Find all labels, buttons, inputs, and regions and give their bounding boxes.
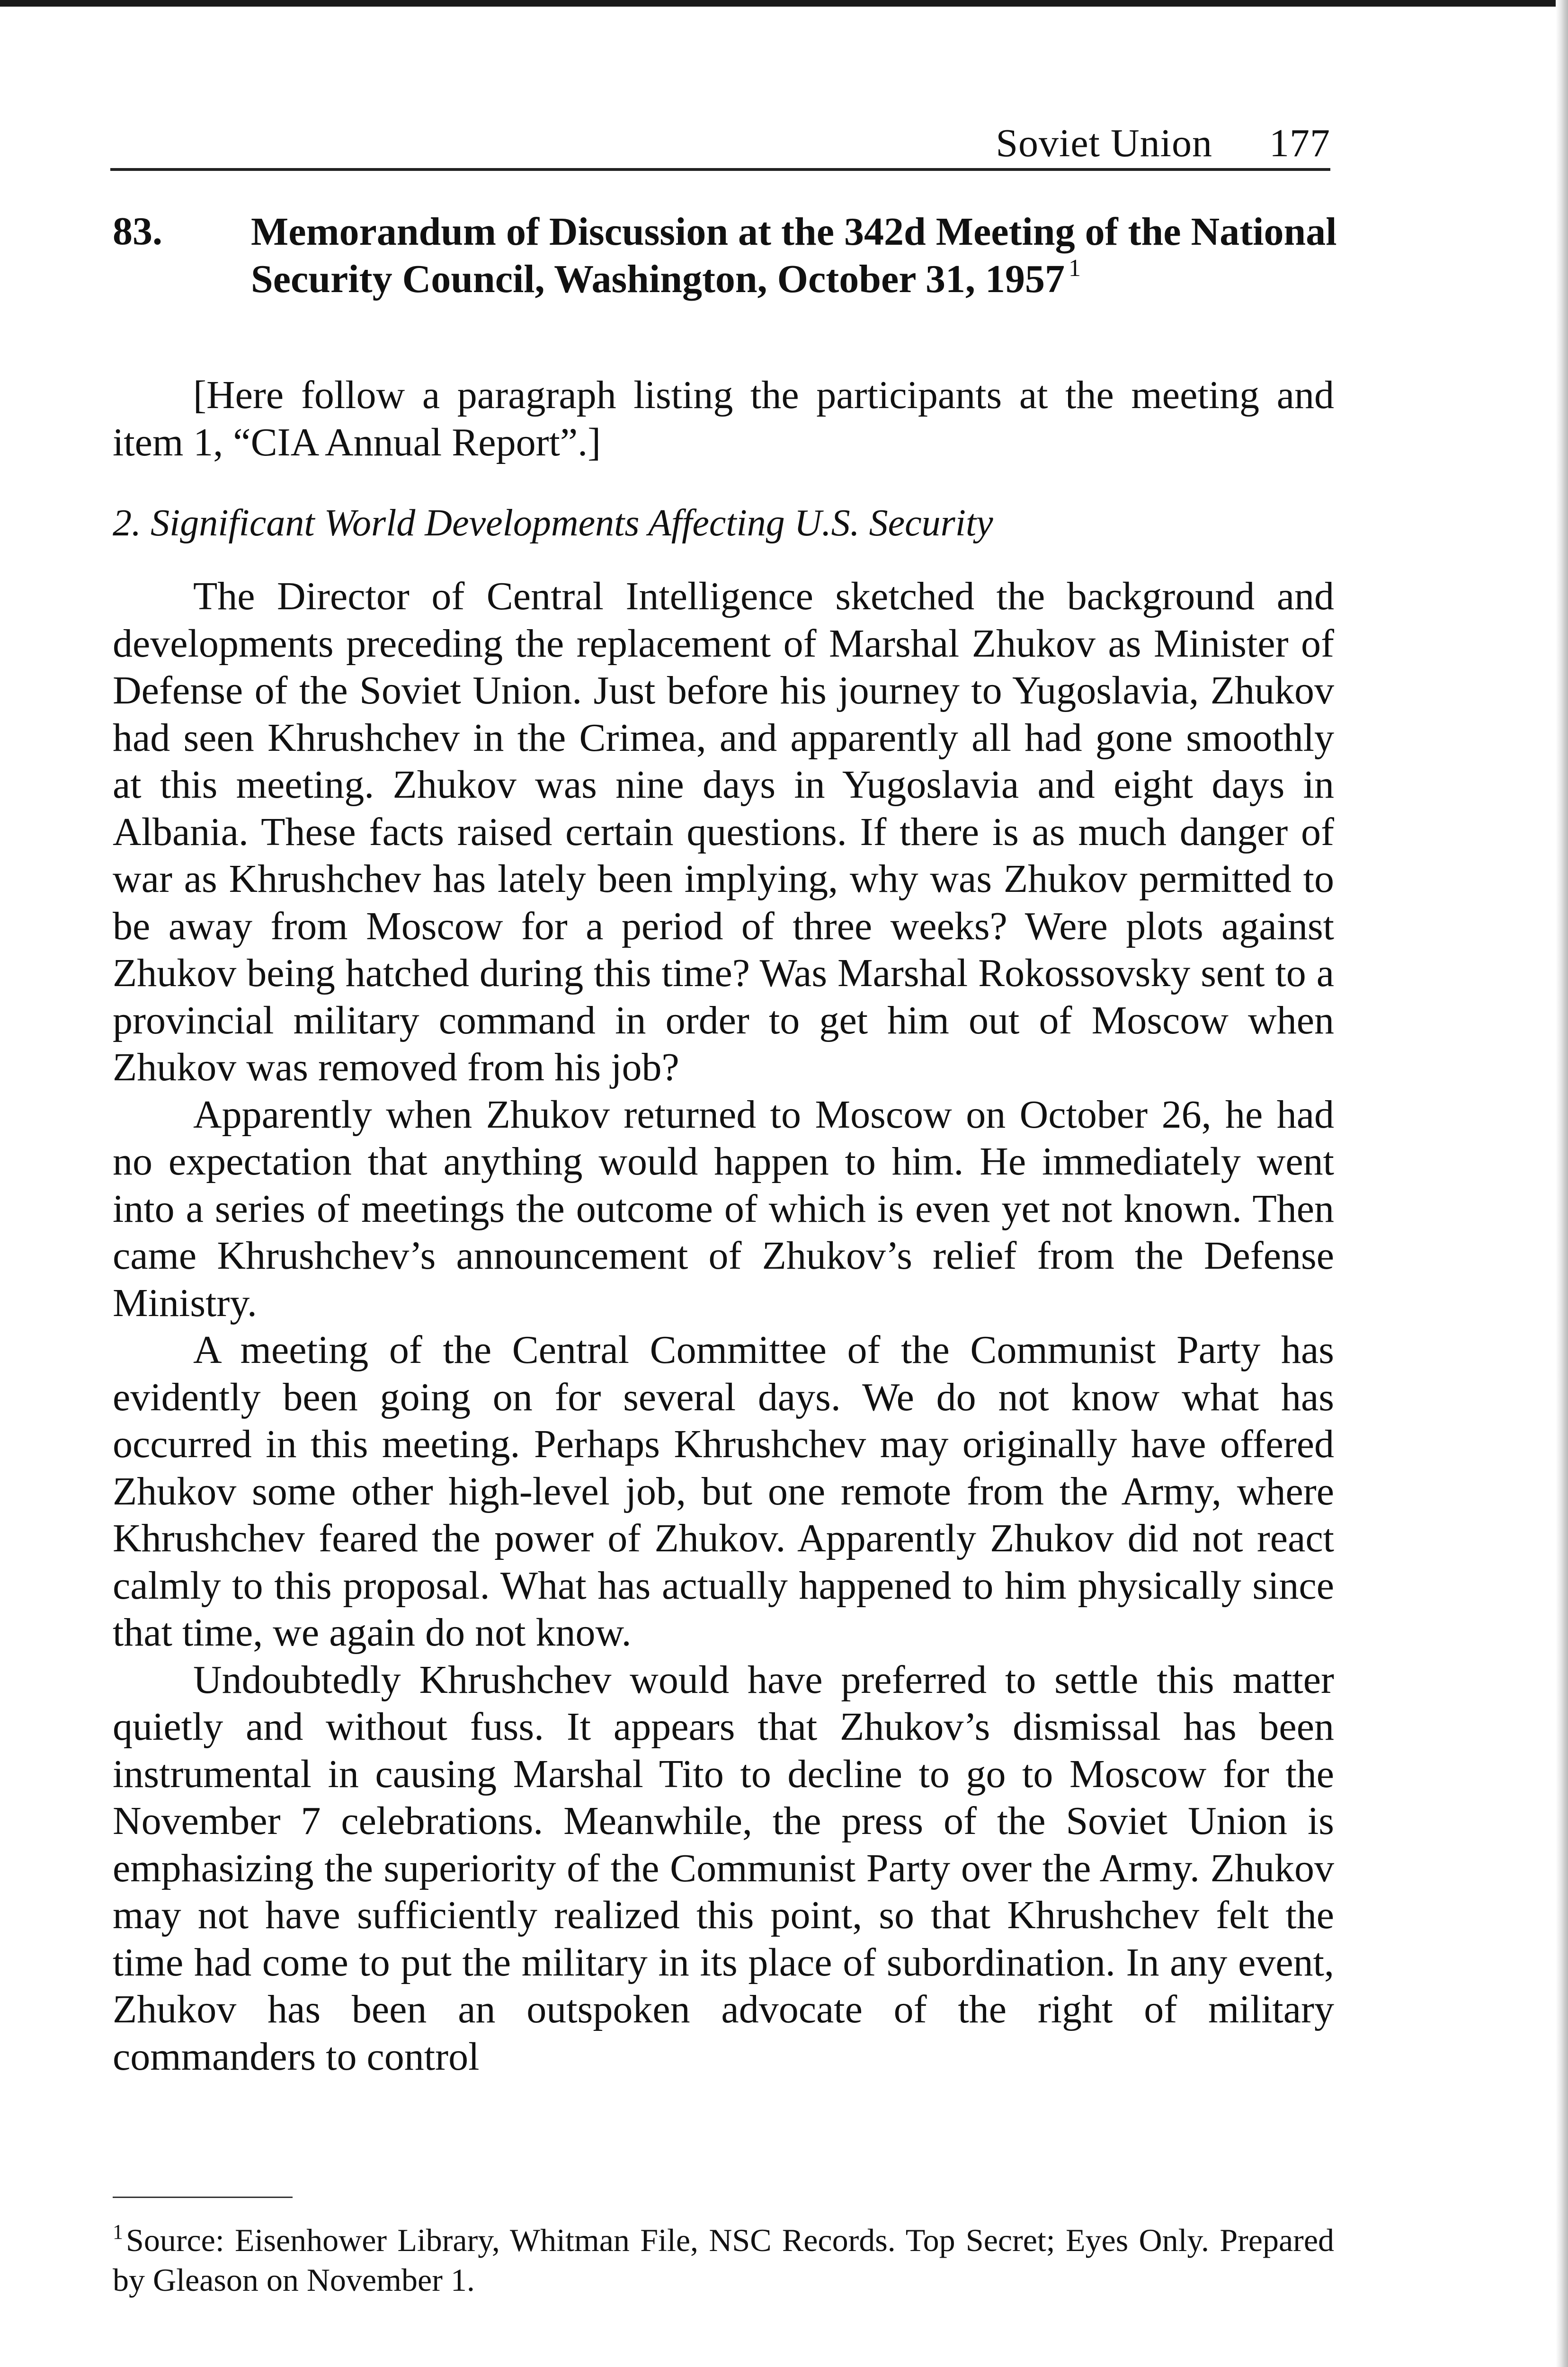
paragraph-4: Undoubtedly Khrushchev would have preferred to settle this matter quietly and without fuss. It appears that Zhukov’s dismissal has been instrumental in causing Marshal Tito to decline to go to Moscow for the November 7 celebrations. Meanwhile, the press of the Soviet Union is emphasizing the superiority of the Communist Party over the Army. Zhukov may not have sufficiently realized this point, so that Khrushchev felt the time had come to put the military in its place of subordination. In any event, Zhukov has been an outspoken advocate of the right of military commanders to control (113, 1657, 1334, 2079)
document-title-text: Memorandum of Discussion at the 342d Meeting of the National Security Council, Washington, October 31, 1957 (251, 210, 1337, 301)
footnote-marker: 1 (113, 2220, 123, 2243)
editorial-note-text: [Here follow a paragraph listing the participants at the meeting and item 1, “CIA Annual Report”.] (113, 373, 1334, 464)
paragraph-1: The Director of Central Intelligence sketched the background and developments preceding the replacement of Marshal Zhukov as Minister of Defense of the Soviet Union. Just before his journey to Yugoslavia, Zhukov had seen Khrushchev in the Crimea, and apparently all had gone smoothly at this meeting. Zhukov was nine days in Yugoslavia and eight days in Albania. These facts raised certain questions. If there is as much danger of war as Khrushchev has lately been implying, why was Zhukov permitted to be away from Moscow for a period of three weeks? Were plots against Zhukov being hatched during this time? Was Marshal Rokossovsky sent to a provincial military command in order to get him out of Moscow when Zhukov was removed from his job? (113, 574, 1334, 1089)
footnote (113, 2220, 1334, 2300)
title-footnote-ref: 1 (1069, 255, 1081, 282)
document-title (251, 208, 1354, 303)
scan-edge-top (0, 0, 1568, 7)
editorial-note (113, 372, 1334, 466)
document-number: 83. (113, 209, 162, 253)
scan-edge-right (1556, 0, 1568, 2367)
footnote-text: Source: Eisenhower Library, Whitman File, NSC Records. Top Secret; Eyes Only. Prepared by Gleason on November 1. (113, 2222, 1334, 2298)
footnote-rule (113, 2197, 293, 2198)
paragraph-3: A meeting of the Central Committee of the Communist Party has evidently been going on for several days. We do not know what has occurred in this meeting. Perhaps Khrushchev may originally have offered Zhukov some other high-level job, but one remote from the Army, where Khrushchev feared the power of Zhukov. Apparently Zhukov did not react calmly to this proposal. What has actually happened to him physically since that time, we again do not know. (113, 1328, 1334, 1655)
section-heading: 2. Significant World Developments Affecting U.S. Security (113, 502, 993, 544)
page-number: 177 (1269, 121, 1330, 165)
running-head-text (996, 120, 1330, 166)
running-head (110, 121, 1330, 171)
main-text (113, 573, 1334, 2080)
running-title: Soviet Union (996, 121, 1212, 165)
paragraph-2: Apparently when Zhukov returned to Moscow on October 26, he had no expectation that anything would happen to him. He immediately went into a series of meetings the outcome of which is even yet not known. Then came Khrushchev’s announcement of Zhukov’s relief from the Defense Ministry. (113, 1092, 1334, 1325)
